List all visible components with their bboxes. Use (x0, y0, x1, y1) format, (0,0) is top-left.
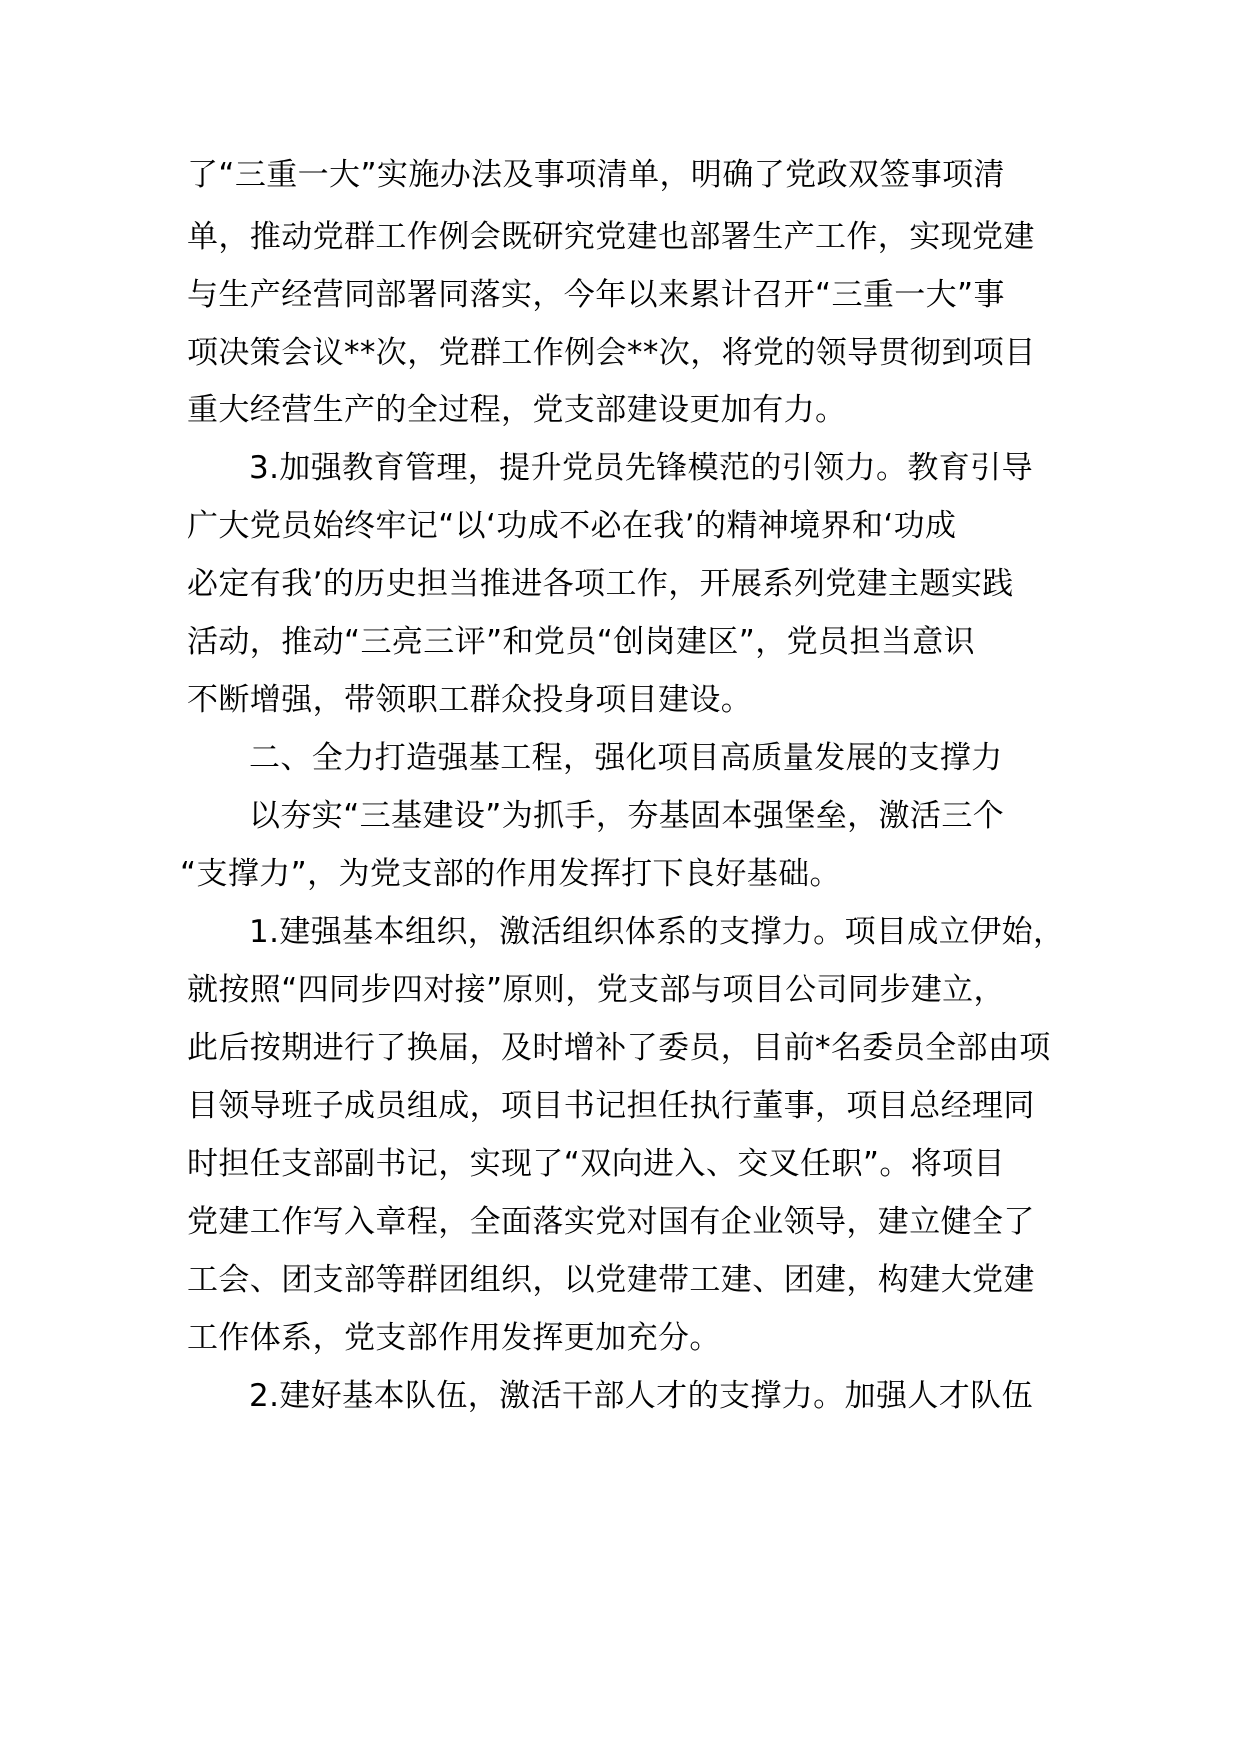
paragraph-line: 1.建强基本组织，激活组织体系的支撑力。项目成立伊始， (249, 914, 1065, 950)
paragraph-line: 不断增强，带领职工群众投身项目建设。 (187, 682, 753, 718)
paragraph-line: 党建工作写入章程，全面落实党对国有企业领导，建立健全了 (187, 1204, 1035, 1240)
paragraph-line: 必定有我’的历史担当推进各项工作，开展系列党建主题实践 (187, 566, 1014, 602)
paragraph-line: 重大经营生产的全过程，党支部建设更加有力。 (187, 392, 847, 428)
paragraph-line: 工会、团支部等群团组织，以党建带工建、团建，构建大党建 (187, 1262, 1035, 1298)
paragraph-line: 了“三重一大”实施办法及事项清单，明确了党政双签事项清 (187, 157, 1005, 193)
section-heading: 二、全力打造强基工程，强化项目高质量发展的支撑力 (249, 740, 1003, 776)
paragraph-line: 广大党员始终牢记“以‘功成不必在我’的精神境界和‘功成 (187, 508, 957, 544)
paragraph-line: 3.加强教育管理，提升党员先锋模范的引领力。教育引导 (249, 450, 1033, 486)
paragraph-line: 此后按期进行了换届，及时增补了委员，目前*名委员全部由项 (187, 1030, 1051, 1066)
paragraph-line: 目领导班子成员组成，项目书记担任执行董事，项目总经理同 (187, 1088, 1035, 1124)
paragraph-line: 与生产经营同部署同落实，今年以来累计召开“三重一大”事 (187, 277, 1005, 313)
paragraph-line: 以夯实“三基建设”为抓手，夯基固本强堡垒，激活三个 (249, 798, 1005, 834)
paragraph-line: 活动，推动“三亮三评”和党员“创岗建区”，党员担当意识 (187, 624, 976, 660)
paragraph-line: 项决策会议**次，党群工作例会**次，将党的领导贯彻到项目 (187, 335, 1036, 371)
paragraph-line: 单，推动党群工作例会既研究党建也部署生产工作，实现党建 (187, 219, 1035, 255)
paragraph-line: 工作体系，党支部作用发挥更加充分。 (187, 1320, 721, 1356)
paragraph-line: 时担任支部副书记，实现了“双向进入、交叉任职”。将项目 (187, 1146, 1005, 1182)
paragraph-line: 就按照“四同步四对接”原则，党支部与项目公司同步建立， (187, 972, 1005, 1008)
paragraph-line: 2.建好基本队伍，激活干部人才的支撑力。加强人才队伍 (249, 1378, 1033, 1414)
paragraph-line: “支撑力”，为党支部的作用发挥打下良好基础。 (180, 856, 841, 892)
